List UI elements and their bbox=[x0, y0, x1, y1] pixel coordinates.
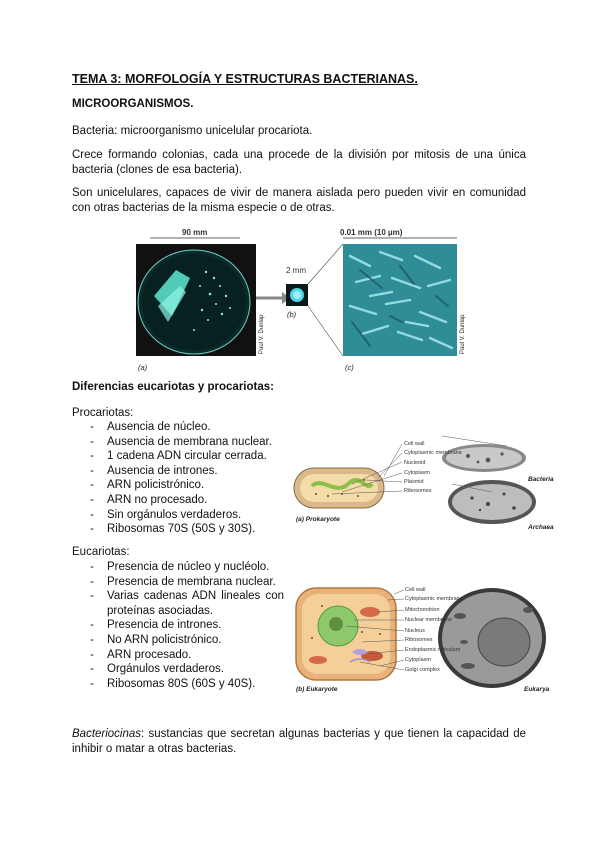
label-ribosomes: Ribosomes bbox=[405, 637, 433, 643]
caption-eukarya: Eukarya bbox=[524, 686, 550, 693]
paragraph-definition: Bacteria: microorganismo unicelular procariota. bbox=[72, 125, 313, 137]
label-endoplasmic-reticulum: Endoplasmic reticulum bbox=[405, 647, 461, 653]
paragraph-unicellular: Son unicelulares, capaces de vivir de manera aislada pero pueden vivir en comunidad con otras bacterias de la misma especie o de otras. bbox=[72, 187, 526, 214]
label-cytoplasmic-membrane: Cytoplasmic membrane bbox=[404, 450, 462, 456]
list-item: - ARN policistrónico. bbox=[72, 478, 282, 493]
definition-bacteriocinas: : sustancias que secretan algunas bacterias y que tienen la capacidad de inhibir o matar a otras bacterias. bbox=[72, 728, 526, 755]
label-nucleoid: Nucleoid bbox=[404, 460, 426, 466]
colony-figure-graphic bbox=[130, 226, 475, 374]
list-item: - ARN procesado. bbox=[72, 648, 284, 663]
label-golgi-complex: Golgi complex bbox=[405, 667, 440, 673]
caption-b: (b) bbox=[287, 310, 297, 319]
scale-label-a: 90 mm bbox=[182, 228, 208, 237]
scale-label-b: 2 mm bbox=[286, 266, 306, 275]
list-item: - Sin orgánulos verdaderos. bbox=[72, 508, 282, 523]
paragraph-bacteriocinas bbox=[72, 727, 526, 757]
paragraph-colonies: Crece formando colonias, cada una procede de la división por mitosis de una única bacteria (clones de esa bacteria). bbox=[72, 149, 526, 176]
figure-colonies bbox=[130, 226, 475, 374]
label-cytoplasm: Cytoplasm bbox=[405, 657, 431, 663]
label-nucleus: Nucleus bbox=[405, 628, 425, 634]
eukaryote-label: Eucariotas: bbox=[72, 546, 130, 558]
label-cytoplasmic-membrane: Cytoplasmic membrane bbox=[405, 596, 463, 602]
list-item: - Orgánulos verdaderos. bbox=[72, 662, 284, 677]
label-cell-wall: Cell wall bbox=[404, 441, 425, 447]
caption-prokaryote: (a) Prokaryote bbox=[296, 516, 340, 523]
list-item: - Ribosomas 80S (60S y 40S). bbox=[72, 677, 284, 692]
section-heading-diferencias: Diferencias eucariotas y procariotas: bbox=[72, 381, 274, 393]
label-cell-wall: Cell wall bbox=[405, 587, 426, 593]
list-item: - Ausencia de núcleo. bbox=[72, 420, 282, 435]
figure-eukaryote bbox=[292, 582, 560, 698]
caption-archaea: Archaea bbox=[528, 524, 554, 531]
credit-c: Paul V. Dunlap bbox=[460, 314, 466, 354]
list-item: - Ribosomas 70S (50S y 30S). bbox=[72, 522, 282, 537]
list-item: - No ARN policistrónico. bbox=[72, 633, 284, 648]
term-bacteriocinas: Bacteriocinas bbox=[72, 728, 142, 740]
scale-label-c: 0.01 mm (10 µm) bbox=[340, 228, 403, 237]
figure-prokaryote bbox=[292, 432, 560, 544]
section-heading-microorganismos: MICROORGANISMOS. bbox=[72, 98, 194, 110]
list-item: - Presencia de núcleo y nucléolo. bbox=[72, 560, 284, 575]
list-item: - Ausencia de intrones. bbox=[72, 464, 282, 479]
list-item: - Presencia de membrana nuclear. bbox=[72, 575, 284, 590]
eukaryote-list bbox=[72, 560, 284, 691]
list-item: - Varias cadenas ADN lineales con proteínas asociadas. bbox=[72, 589, 284, 618]
list-item: - Ausencia de membrana nuclear. bbox=[72, 435, 282, 450]
prokaryote-label: Procariotas: bbox=[72, 407, 134, 419]
list-item: - Presencia de intrones. bbox=[72, 618, 284, 633]
label-cytoplasm: Cytoplasm bbox=[404, 470, 430, 476]
label-plasmid: Plasmid bbox=[404, 479, 424, 485]
prokaryote-list bbox=[72, 420, 282, 537]
caption-bacteria: Bacteria bbox=[528, 476, 554, 483]
caption-eukaryote: (b) Eukaryote bbox=[296, 686, 338, 693]
label-mitochondrion: Mitochondrion bbox=[405, 607, 440, 613]
caption-c: (c) bbox=[345, 363, 354, 372]
label-ribosomes: Ribosomes bbox=[404, 488, 432, 494]
page-title: TEMA 3: MORFOLOGÍA Y ESTRUCTURAS BACTERIANAS. bbox=[72, 72, 418, 86]
list-item: - ARN no procesado. bbox=[72, 493, 282, 508]
list-item: - 1 cadena ADN circular cerrada. bbox=[72, 449, 282, 464]
label-nuclear-membrane: Nuclear membrane bbox=[405, 617, 452, 623]
credit-a: Paul V. Dunlap bbox=[259, 314, 265, 354]
caption-a: (a) bbox=[138, 363, 148, 372]
